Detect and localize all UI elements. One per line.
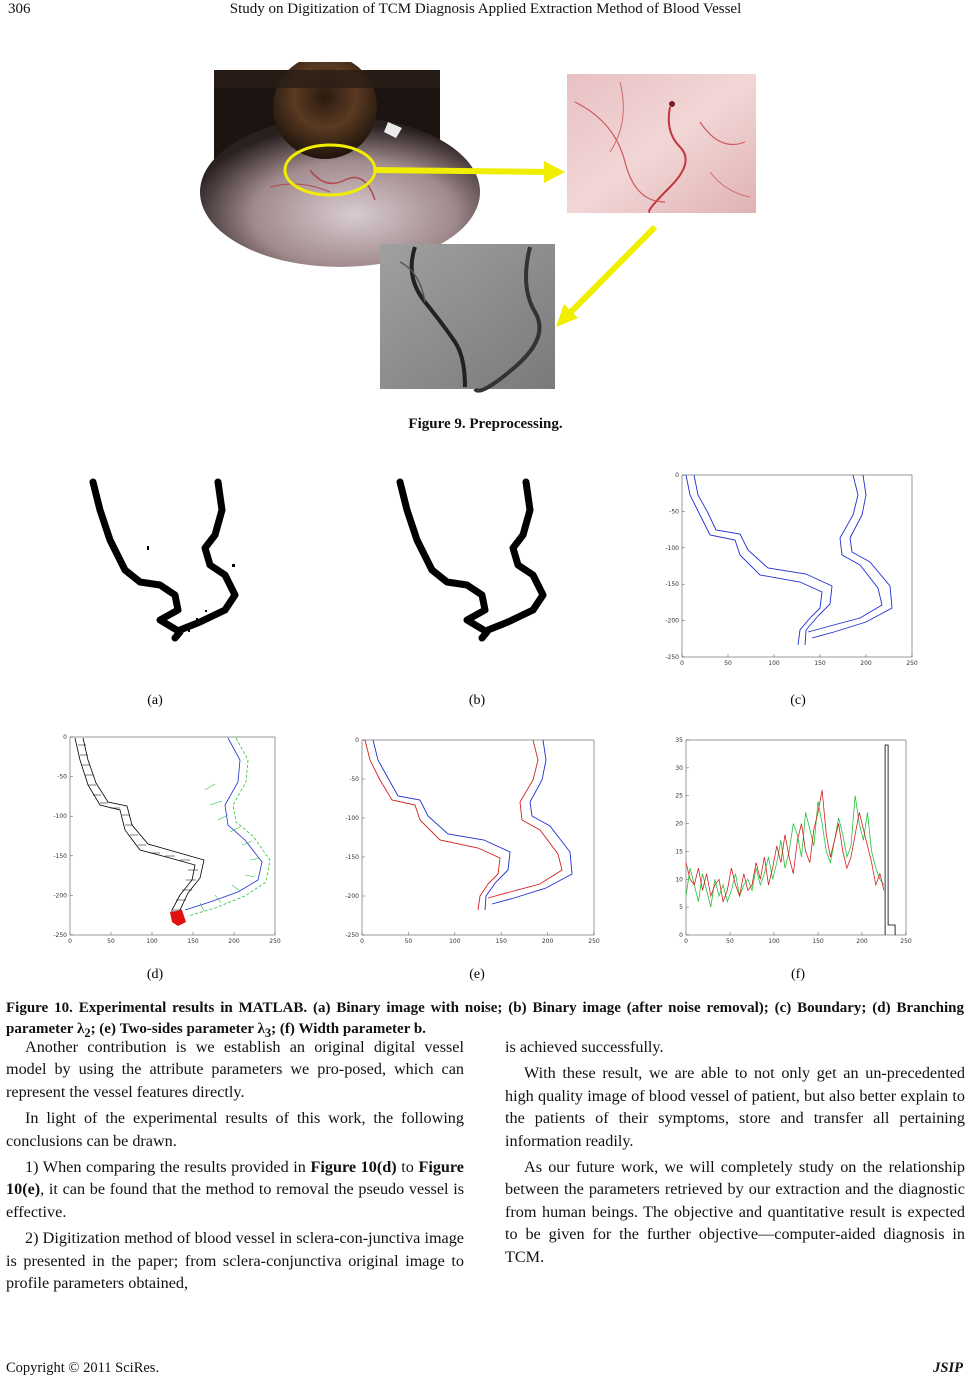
panel-f-lines <box>686 745 895 935</box>
right-column <box>505 1036 965 1272</box>
paragraph: is achieved successfully. <box>505 1038 664 1056</box>
panel-c-y-tick-label: 0 <box>675 472 679 479</box>
copyright: Copyright © 2011 SciRes. <box>6 1360 160 1376</box>
figure-10 <box>0 470 971 990</box>
panel-c-y-tick-label: -100 <box>665 544 679 552</box>
panel-d-x-tick-label: 0 <box>68 938 72 945</box>
panel-c-y-tick-label: -200 <box>665 617 679 625</box>
page-header <box>0 0 971 22</box>
panel-c-boundary <box>686 475 892 645</box>
panel-e-y-tick-label: -200 <box>345 893 359 900</box>
panel-f-green-series <box>686 796 884 907</box>
panel-e-x-tick-label: 150 <box>495 938 507 945</box>
panel-c-x-tick-label: 50 <box>724 660 732 667</box>
panel-d-frame <box>70 737 275 935</box>
panel-e-y-tick-label: -250 <box>345 932 359 939</box>
panel-e-x-tick-label: 0 <box>360 938 364 945</box>
figure-9-caption: Figure 9. Preprocessing. <box>408 416 563 432</box>
panel-e-y-tick-label: -150 <box>345 854 359 861</box>
panel-f-frame <box>686 740 906 935</box>
panel-f-x-tick-label: 0 <box>684 938 688 945</box>
panel-f-y-tick-label: 15 <box>675 848 683 856</box>
left-column <box>6 1036 464 1298</box>
paragraph: As our future work, we will completely study on the relationship between the parameters retrieved by our extraction and the diagnostic from human beings. The objective and quantitative result is expected to be given for the further objective—computer-aided diagnosis in TCM. <box>505 1158 965 1266</box>
panel-c-x-tick-label: 250 <box>906 660 918 667</box>
panel-d-x-tick-label: 200 <box>228 938 240 945</box>
journal-name: JSIP <box>933 1360 963 1376</box>
panel-f-y-tick-label: 10 <box>675 876 683 884</box>
panel-f-y-tick-label: 20 <box>675 820 683 828</box>
paragraph: In light of the experimental results of this work, the following conclusions can be drawn. <box>6 1109 464 1150</box>
panel-f-y-tick-label: 25 <box>675 792 683 800</box>
panel-e-y-tick-label: 0 <box>355 737 359 744</box>
panel-d-lines <box>75 738 270 926</box>
panel-label-c: (c) <box>790 693 806 708</box>
panel-d-x-tick-label: 100 <box>146 938 158 945</box>
figure-9 <box>200 62 780 398</box>
panel-label-b: (b) <box>468 693 486 708</box>
panel-f-y-tick-label: 35 <box>675 737 683 744</box>
panel-e-x-tick-label: 50 <box>404 938 413 945</box>
panel-d-x-tick-label: 150 <box>187 938 199 945</box>
paragraph: 2) Digitization method of blood vessel in sclera-con-junctiva image is presented in the paper; from sclera-conjunctiva original image to profile parameters obtained, <box>6 1229 464 1293</box>
panel-c-x-tick-label: 100 <box>768 660 780 667</box>
eye-photo <box>200 62 480 267</box>
panel-c-y-tick-label: -250 <box>665 654 679 661</box>
panel-f-y-tick-label: 0 <box>679 932 683 939</box>
panel-e-y-tick-label: -100 <box>345 815 359 822</box>
panel-c-frame <box>682 475 912 657</box>
panel-d-y-tick-label: 0 <box>63 734 67 741</box>
paragraph: With these result, we are able to not only get an un-precedented high quality image of blood vessel of patient, but also better explain to the patients of their symptoms, store and transfer all pertaining information readily. <box>505 1064 965 1150</box>
panel-f-x-tick-label: 150 <box>812 938 824 945</box>
panel-d-y-tick-label: -150 <box>53 852 67 860</box>
panel-f-y-tick-label: 30 <box>675 764 683 772</box>
grayscale-photo <box>380 244 555 391</box>
panel-b-image <box>400 482 543 638</box>
panel-c-y-tick-label: -50 <box>669 508 679 516</box>
panel-e-x-tick-label: 100 <box>449 938 461 945</box>
panel-c-x-tick-label: 0 <box>680 660 684 667</box>
panel-label-f: (f) <box>791 967 805 982</box>
panel-f-x-tick-label: 200 <box>856 938 868 945</box>
panel-f-y-tick-label: 5 <box>679 904 683 912</box>
panel-f-x-tick-label: 100 <box>768 938 780 945</box>
figure-10-graphic <box>0 470 971 990</box>
panel-d-y-tick-label: -200 <box>53 892 67 900</box>
paragraph: 1) When comparing the results provided in Figure 10(d) to Figure 10(e), it can be found that the method to removal the pseudo vessel is effective. <box>6 1158 464 1221</box>
panel-f-x-tick-label: 250 <box>900 938 912 945</box>
running-title: Study on Digitization of TCM Diagnosis Applied Extraction Method of Blood Vessel <box>229 1 742 17</box>
panel-label-d: (d) <box>146 967 164 982</box>
page-number: 306 <box>8 1 31 17</box>
panel-d-y-tick-label: -100 <box>53 813 67 821</box>
panel-label-e: (e) <box>469 967 485 982</box>
paragraph: Another contribution is we establish an original digital vessel model by using the attribute parameters we pro-posed, which can represent the vessel features directly. <box>6 1038 464 1101</box>
panel-f-x-tick-label: 50 <box>726 938 734 945</box>
panel-d-x-tick-label: 50 <box>107 938 115 945</box>
panel-d-x-tick-label: 250 <box>269 938 281 945</box>
panel-label-a: (a) <box>147 693 163 708</box>
panel-f-axes <box>675 737 912 945</box>
panel-e-lines <box>365 740 572 910</box>
panel-e-y-tick-label: -50 <box>349 776 359 783</box>
panel-e-x-tick-label: 250 <box>588 938 600 945</box>
panel-d-y-tick-label: -250 <box>53 932 67 939</box>
panel-c-y-tick-label: -150 <box>665 581 679 589</box>
panel-d-y-tick-label: -50 <box>57 773 67 781</box>
zoomed-photo <box>567 74 756 213</box>
figure-9-graphic <box>200 62 780 398</box>
figure-10-caption: Figure 10. Experimental results in MATLAB. (a) Binary image with noise; (b) Binary image (after noise removal); (c) Boundary; (d) Branching parameter $\lambda_2$; (e) Two-sides parameter $\lambda_3$; (f) Width parameter b. <box>6 1000 964 1040</box>
panel-d-axes <box>53 734 281 945</box>
panel-a-image <box>93 482 235 638</box>
panel-c-x-tick-label: 200 <box>860 660 872 667</box>
panel-c-axes <box>665 472 918 667</box>
panel-f-black-series <box>885 745 895 935</box>
panel-e-x-tick-label: 200 <box>541 938 554 945</box>
panel-c-x-tick-label: 150 <box>814 660 826 667</box>
